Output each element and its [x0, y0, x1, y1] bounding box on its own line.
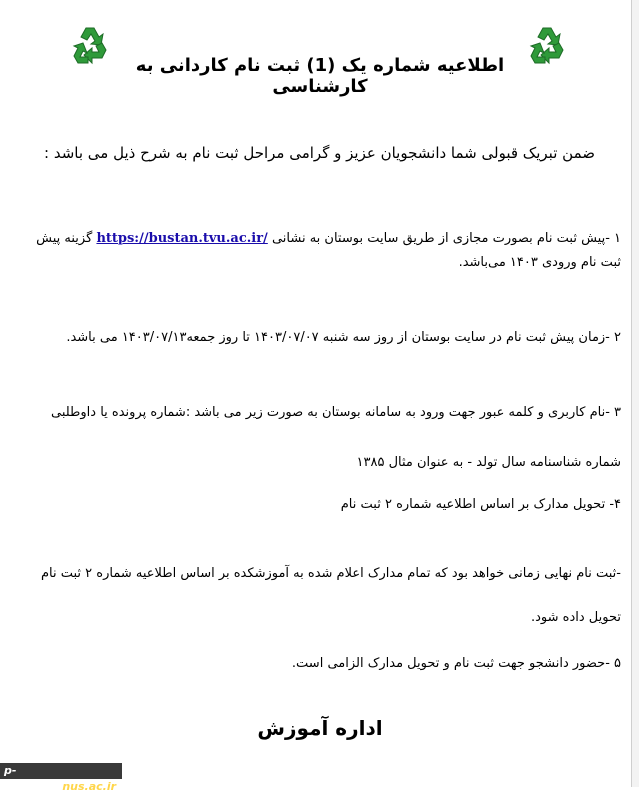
item-1-text-a: ۱ -پیش ثبت نام بصورت مجازی از طریق سایت بوستان به نشانی [267, 231, 621, 246]
scrollbar[interactable] [632, 0, 639, 787]
watermark-accent: nus.ac.ir [62, 780, 117, 793]
intro-text: ضمن تبریک قبولی شما دانشجویان عزیز و گرامی مراحل ثبت نام به شرح ذیل می باشد : [44, 144, 595, 162]
item-1 [20, 227, 621, 275]
bustan-link[interactable]: https://bustan.tvu.ac.ir/ [96, 231, 268, 246]
signature: اداره آموزش [257, 716, 383, 740]
item-5: ۵ -حضور دانشجو جهت ثبت نام و تحویل مدارک الزامی است. [291, 656, 621, 671]
recycle-icon [66, 22, 114, 70]
item-2: ۲ -زمان پیش ثبت نام در سایت بوستان از روز سه شنبه ۱۴۰۳/۰۷/۰۷ تا روز جمعه۱۴۰۳/۰۷/۱۳ می باشد. [66, 330, 621, 345]
item-3: ۳ -نام کاربری و کلمه عبور جهت ورود به سامانه بوستان به صورت زیر می باشد :شماره پرونده یا داوطلبی شماره شناسنامه سال تولد - به عنوان مثال ۱۳۸۵ [50, 405, 621, 470]
recycle-icon [523, 22, 571, 70]
page-title: اطلاعیه شماره یک (1) ثبت نام کاردانی به کارشناسی [135, 55, 505, 97]
item-4: ۴- تحویل مدارک بر اساس اطلاعیه شماره ۲ ثبت نام [340, 497, 621, 512]
watermark [0, 763, 122, 793]
watermark-prefix: p-sabzevar. [4, 764, 63, 793]
item-1-text-b: گزینه پیش ثبت نام ورودی ۱۴۰۳ می‌باشد. [36, 231, 621, 270]
item-4b: -ثبت نام نهایی زمانی خواهد بود که تمام مدارک اعلام شده به آموزشکده بر اساس اطلاعیه شماره ۲ ثبت نام تحویل داده شود. [40, 566, 621, 625]
